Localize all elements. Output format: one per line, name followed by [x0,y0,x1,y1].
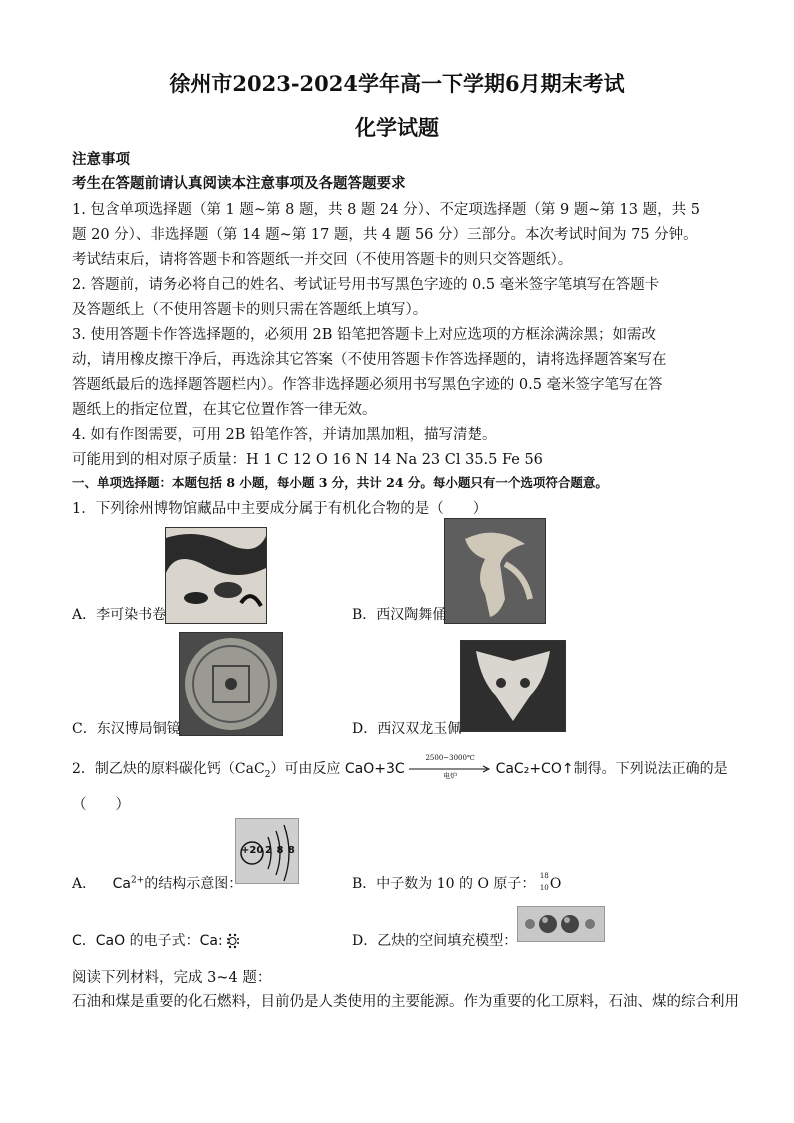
notice-line: 题纸上的指定位置，在其它位置作答一律无效。 [72,402,377,418]
option-2a[interactable] [72,873,242,893]
notice-line: 及答题纸上（不使用答题卡的则只需在答题纸上填写）。 [72,302,428,318]
reaction-arrow [409,754,491,780]
bronze-mirror-image [179,632,283,736]
option-text: B．中子数为 10 的 O 原子： [352,876,536,892]
ion-symbol: Ca [112,876,131,892]
option-2b[interactable] [352,873,561,893]
reaction-condition-bottom: 电炉 [443,772,458,780]
nucleus-charge: +20 [241,845,264,856]
question-2-blank: （ ） [72,797,130,813]
notice-line: 动，请用橡皮擦干净后，再选涂其它答案（不使用答题卡作答选择题的，请将选择题答案写在 [72,352,667,368]
option-2d[interactable]: D．乙炔的空间填充模型： [352,933,518,949]
option-1b[interactable]: B．西汉陶舞俑 [352,607,447,623]
question-1-stem: 1．下列徐州博物馆藏品中主要成分属于有机化合物的是（ ） [72,501,488,517]
stem-part: 制得。下列说法正确的是 [573,761,728,777]
dancer-figurine-image [444,518,546,624]
electron-shells: 2 8 8 [265,845,295,856]
reading-text: 石油和煤是重要的化石燃料，目前仍是人类使用的主要能源。作为重要的化工原料，石油、煤的综合利用 [72,994,739,1010]
reaction-products: CaC₂+CO↑ [495,761,574,777]
option-text: C．CaO 的电子式：Ca: [72,933,223,949]
atomic-number: 10 [539,884,549,892]
notice-line: 考试结束后，请将答题卡和答题纸一并交回（不使用答题卡的则只交答题纸）。 [72,252,573,268]
ca-ion-structure-diagram [235,818,299,884]
notice-line: 题 20 分）、非选择题（第 14 题~第 17 题，共 4 题 56 分）三部分。本次考试时间为 75 分钟。 [72,227,698,243]
notice-subheading: 考生在答题前请认真阅读本注意事项及各题答题要求 [72,175,406,192]
page-title: 徐州市2023-2024学年高一下学期6月期末考试 [169,71,625,96]
ion-charge: 2+ [130,875,145,886]
acetylene-space-filling-model [517,906,605,942]
notice-line: 答题纸最后的选择题答题栏内）。作答非选择题必须用书写黑色字迹的 0.5 毫米签字笔写在答 [72,377,663,393]
option-label: A． [72,876,97,892]
reading-intro: 阅读下列材料，完成 3~4 题： [72,970,272,986]
nuclide-numbers [539,872,550,892]
element-symbol: O [549,876,562,892]
notice-heading: 注意事项 [72,151,130,168]
stem-part: 2．制乙炔的原料碳化钙（CaC [72,761,265,777]
stem-part: ）可由反应 [270,761,341,777]
notice-line: 1. 包含单项选择题（第 1 题~第 8 题，共 8 题 24 分）、不定项选择题（第 9 题~第 13 题，共 5 [72,202,700,218]
option-text: 的结构示意图： [144,876,243,892]
stem-subscript: 2 [264,769,271,780]
notice-line: 2. 答题前，请务必将自己的姓名、考试证号用书写黑色字迹的 0.5 毫米签字笔填写在答题卡 [72,277,660,293]
calligraphy-scroll-image [165,527,267,624]
option-1a[interactable]: A．李可染书卷 [72,607,167,623]
section-heading: 一、单项选择题：本题包括 8 小题，每小题 3 分，共计 24 分。每小题只有一个选项符合题意。 [72,475,608,490]
option-1d[interactable]: D．西汉双龙玉佩 [352,721,462,737]
oxygen-electron-dots-icon [227,932,239,950]
reaction-condition-top: 2500~3000℃ [425,754,475,762]
notice-line: 4. 如有作图需要，可用 2B 铅笔作答，并请加黑加粗，描写清楚。 [72,427,497,443]
option-1c[interactable]: C．东汉博局铜镜 [72,721,181,737]
notice-line: 3. 使用答题卡作答选择题的，必须用 2B 铅笔把答题卡上对应选项的方框涂满涂黑；如需改 [72,327,657,343]
jade-pendant-image [460,640,566,732]
atomic-masses: 可能用到的相对原子质量：H 1 C 12 O 16 N 14 Na 23 Cl 35.5 Fe 56 [72,452,543,468]
reaction-reactants: CaO+3C [344,761,405,777]
option-2c[interactable] [72,930,239,950]
page-subtitle: 化学试题 [355,115,439,140]
mass-number: 18 [539,872,549,880]
question-2-stem [72,754,728,780]
